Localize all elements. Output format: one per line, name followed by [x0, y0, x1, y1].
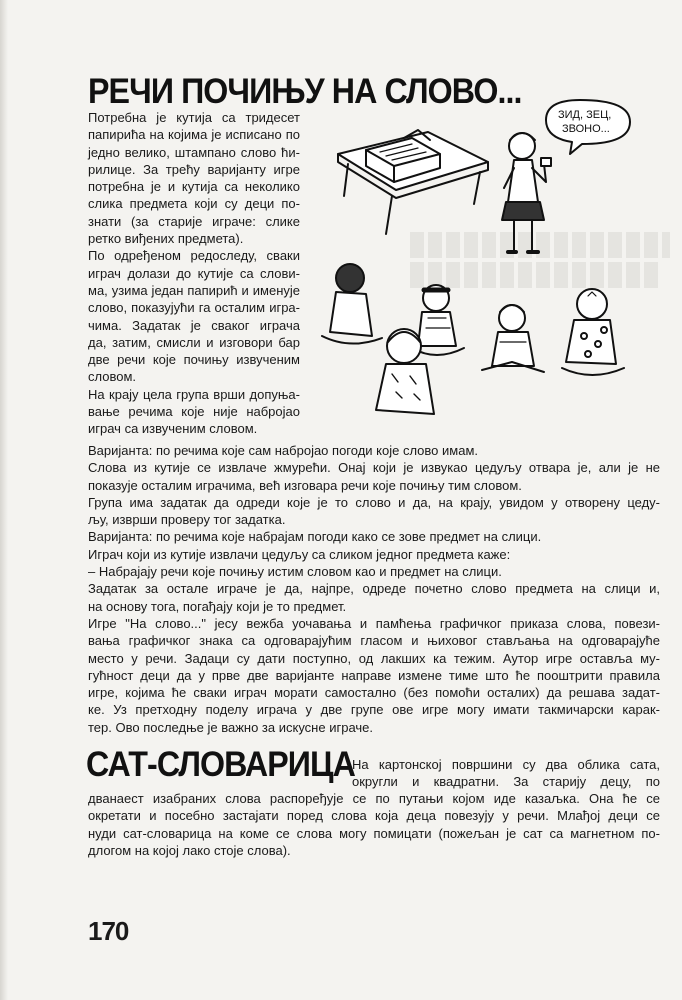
text-line: тер. Ово последње је важно за искусне играче.	[88, 719, 373, 735]
text-line: знати (за старије играче: слике	[88, 213, 300, 229]
text-line: играч са извученим словом.	[88, 421, 258, 437]
text-line: Потребна је кутија са тридесет	[88, 110, 300, 125]
text-line: ма, узима један папирић и именује	[88, 282, 300, 298]
text-line: Варијанта: по речима које сам набројао погоди које слово имам.	[88, 443, 478, 458]
sat-right-text	[352, 756, 660, 791]
text-line: окретати и посебно застајати поред слова која деца повезују у речи. Млађој деци се	[88, 808, 660, 824]
text-line: На крају цела група врши допуња-	[88, 386, 300, 402]
section-title-sat-slovarica: САТ-СЛОВАРИЦА	[86, 745, 355, 784]
sat-full-text	[88, 790, 660, 859]
standing-girl	[502, 133, 551, 252]
text-line: Слова из кутије се извлаче жмурећи. Онај који је извукао цедуљу отвара је, али је не	[88, 460, 660, 476]
text-line: слика предмета који су деци по-	[88, 196, 300, 212]
speech-bubble-line: ЗВОНО...	[562, 123, 610, 135]
text-line: потребна је и кутија са неколико	[88, 179, 300, 195]
text-line: нуди сат-словарица на коме се слова могу помицати (пожељан је сат са магнетном по-	[88, 825, 660, 841]
text-line: ке. Уз претходну поделу играча у две групе ове игре могу имати такмичарски карак-	[88, 702, 660, 718]
text-line: словом.	[88, 369, 137, 385]
full-width-text	[88, 442, 660, 736]
text-line: две речи које почињу извученим	[88, 352, 300, 368]
text-line: показује осталим играчима, већ изговара речи које почињу тим словом.	[88, 477, 522, 493]
text-line: слово, показујући га осталим игра-	[88, 300, 300, 316]
text-line: гућност деци да у прве две варијанте направе измене тиме што ће пооштрити правила	[88, 667, 660, 683]
text-line: Варијанта: по речима које набрајам погоди како се зове предмет на слици.	[88, 529, 542, 545]
page-edge-shadow	[0, 0, 8, 1000]
text-line: место у речи. Задаци су дати поступно, од лакших ка тежим. Аутор игре оставља му-	[88, 650, 660, 666]
text-line: папирића на којима је исписано по	[88, 127, 300, 143]
text-line: длогом на којој лако стоје слова).	[88, 842, 291, 858]
table-with-box	[338, 130, 488, 234]
text-line: дванаест изабраних слова распоређује се по путањи којом иде казаљка. Она ће се	[88, 791, 660, 806]
children-game-illustration	[300, 92, 640, 432]
text-line: љу, изврши проверу тог задатка.	[88, 512, 286, 528]
text-line: рилице. За трећу варијанту игре	[88, 161, 300, 177]
text-line: На картонској површини су два облика сата,	[352, 757, 660, 772]
text-line: једно велико, штампано слово ћи-	[88, 144, 300, 160]
text-line: Играч који из кутије извлачи цедуљу са сликом једног предмета каже:	[88, 546, 511, 562]
text-line: вање речима које није набројао	[88, 404, 300, 420]
page-number: 170	[88, 916, 129, 946]
text-line: По одређеном редоследу, сваки	[88, 248, 300, 264]
text-line: – Набрајају речи које почињу истим словом као и предмет на слици.	[88, 564, 502, 580]
text-line: Задатак за остале играче је да, најпре, одреде почетно слово предмета на слици и,	[88, 581, 660, 597]
speech-bubble-line: ЗИД, ЗЕЦ,	[558, 109, 612, 121]
text-line: да, затим, смисли и изговори бар	[88, 334, 300, 350]
text-line: Група има задатак да одреди које је то слово и да, на крају, увидом у отворену цеду-	[88, 494, 660, 510]
text-line: на основу тога, погађају који је то предмет.	[88, 598, 347, 614]
text-line: ретко виђених предмета).	[88, 231, 244, 247]
text-line: вања графичког знака са одговарајућим гласом и њиховог стављања на одговарајуће	[88, 633, 660, 649]
section-title-rechi: РЕЧИ ПОЧИЊУ НА СЛОВО...	[88, 72, 522, 111]
text-line: чима. Задатак је сваког играча	[88, 317, 300, 333]
text-line: округли и квадратни. За старију децу, по	[352, 774, 660, 790]
text-line: Игре "На слово..." јесу вежба уочавања и памћења графичког приказа слова, повези-	[88, 615, 660, 631]
left-column-text	[88, 109, 300, 438]
text-line: игре, којима ће сваки играч морати самостално (без помоћи осталих) да решава задат-	[88, 685, 660, 701]
text-line: играч долази до кутије са слови-	[88, 265, 300, 281]
sitting-children	[322, 264, 624, 414]
